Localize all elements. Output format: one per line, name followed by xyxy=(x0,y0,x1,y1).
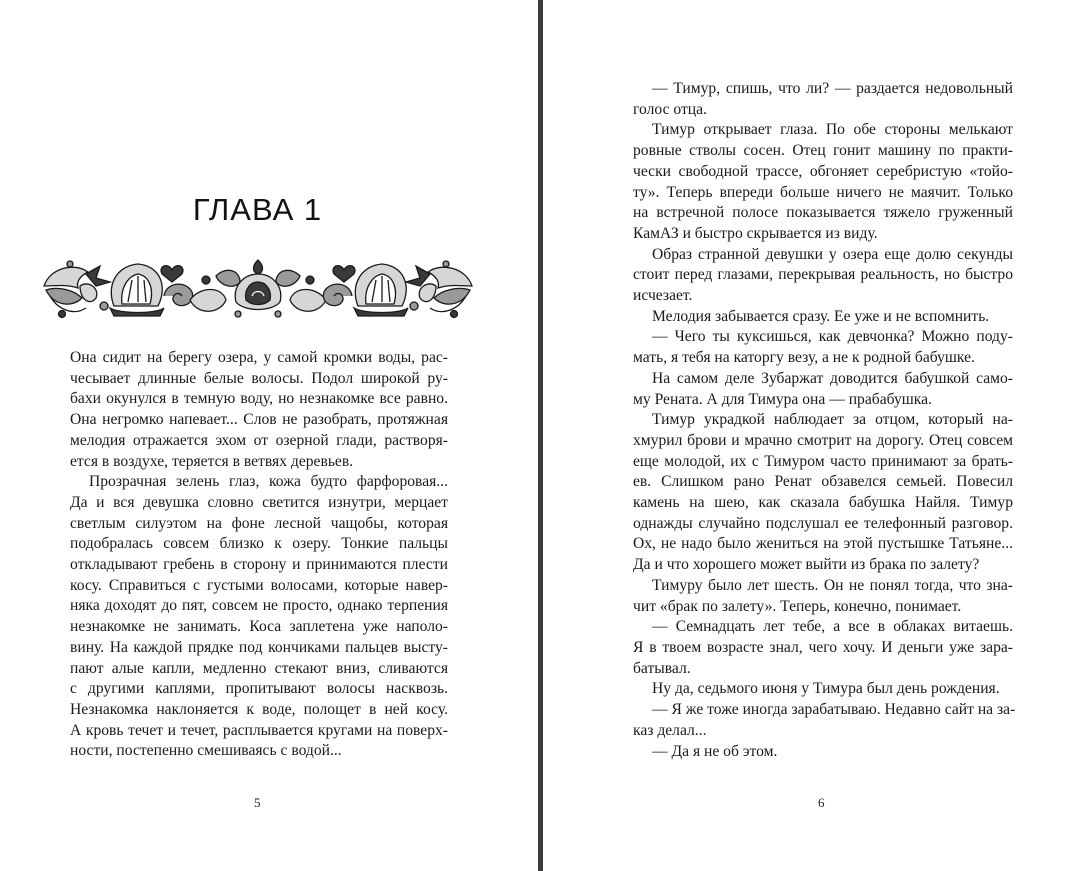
text-line: Тимур открывает глаза. По обе стороны мелькают xyxy=(652,121,1013,139)
text-line: стоит перед глазами, перекрывая реальность, но быстро xyxy=(633,266,1013,284)
text-line: Тимур украдкой наблюдает за отцом, который на- xyxy=(652,411,1013,429)
text-line: чит «брак по залету». Теперь, конечно, понимает. xyxy=(633,597,962,615)
text-line: чески свободной трассе, обгоняет серебристую «тойо- xyxy=(633,162,1013,180)
text-line: ется в воздухе, теряется в ветвях деревьев. xyxy=(70,452,354,470)
text-line: ровные стволы сосен. Отец гонит машину по практи- xyxy=(633,142,1013,160)
text-line: Она сидит на берегу озера, у самой кромки воды, рас- xyxy=(70,349,448,366)
text-line: на встречной полосе показывается тяжело груженный xyxy=(633,204,1013,222)
text-line: мелодия отражается эхом от озерной глади, растворя- xyxy=(70,431,448,449)
page-number-right: 6 xyxy=(818,795,825,810)
text-line: Незнакомка наклоняется к воде, полощет в ней косу. xyxy=(70,700,448,718)
text-line: Ну да, седьмого июня у Тимура был день рождения. xyxy=(652,680,1000,698)
text-line: голос отца. xyxy=(633,100,707,118)
text-line: На самом деле Зубаржат доводится бабушкой само- xyxy=(652,369,1013,387)
text-line: — Да я не об этом. xyxy=(652,742,778,760)
text-line: подобралась совсем близко к озеру. Тонкие пальцы xyxy=(70,535,448,553)
page-number-left: 5 xyxy=(254,795,261,810)
text-line: незнакомке не занимать. Коса заплетена уже наполо- xyxy=(70,618,448,636)
text-line: Она негромко напевает... Слов не разобрать, протяжная xyxy=(70,411,448,429)
text-line: каз делал... xyxy=(633,721,707,739)
text-line: с другими каплями, пропитывают волосы насквозь. xyxy=(70,680,448,698)
text-line: ту». Теперь впереди больше ничего не маячит. Только xyxy=(633,183,1013,201)
text-line: бахи окунулся в темную воду, но незнакомке все равно. xyxy=(70,390,448,408)
text-line: Прозрачная зелень глаз, кожа будто фарфоровая... xyxy=(89,473,448,491)
text-line: мать, я тебя на каторгу везу, а не к родной бабушке. xyxy=(633,349,975,367)
text-line: хмурил брови и мрачно смотрит на дорогу. Отец совсем xyxy=(633,431,1013,449)
text-line: Да и вся девушка словно светится изнутри, мерцает xyxy=(70,493,448,511)
text-line: — Чего ты куксишься, как девчонка? Можно поду- xyxy=(652,328,1013,346)
text-line: — Тимур, спишь, что ли? — раздается недовольный xyxy=(652,80,1013,97)
text-line: Да и что хорошего может выйти из брака по залету? xyxy=(633,556,980,574)
text-line: однажды случайно подслушал ее телефонный разговор. xyxy=(633,514,1013,532)
text-line: А кровь течет и течет, расплывается кругами на поверх- xyxy=(70,721,448,739)
text-line: КамАЗ и быстро скрывается из виду. xyxy=(633,224,878,242)
floral-ornament xyxy=(40,256,476,322)
text-line: Образ странной девушки у озера еще долю секунды xyxy=(652,245,1013,263)
right-page-text xyxy=(633,79,1016,762)
text-line: Ох, не надо было жениться на этой пустышке Татьяне... xyxy=(633,535,1013,553)
text-line: вину. На каждой прядке под кончиками пальцев высту- xyxy=(70,638,448,656)
text-line: му Рената. А для Тимура она — прабабушка. xyxy=(633,390,932,408)
text-line: батывал. xyxy=(633,659,691,677)
text-line: откладывают гребень в сторону и принимаются плести xyxy=(70,556,448,574)
text-line: няка доходят до пят, совсем не просто, однако терпения xyxy=(70,597,448,615)
text-line: еще молодой, их с Тимуром часто принимают за брать- xyxy=(633,452,1013,470)
text-line: Тимуру было лет шесть. Он не понял тогда, что зна- xyxy=(652,576,1013,594)
text-line: исчезает. xyxy=(633,287,693,305)
text-line: Я в твоем возрасте знал, чего хочу. И деньги уже зара- xyxy=(633,638,1013,656)
text-line: чесывает длинные белые волосы. Подол широкой ру- xyxy=(70,369,448,387)
left-page-text xyxy=(70,348,448,762)
chapter-title: ГЛАВА 1 xyxy=(192,192,323,227)
text-line: — Семнадцать лет тебе, а все в облаках витаешь. xyxy=(652,618,1013,636)
text-line: пают алые капли, медленно стекают вниз, сливаются xyxy=(70,659,448,677)
text-line: светлым силуэтом на фоне лесной чащобы, которая xyxy=(70,514,448,532)
text-line: камень на шею, как сказала бабушка Найля. Тимур xyxy=(633,494,1013,512)
right-page xyxy=(543,0,1081,871)
text-line: — Я же тоже иногда зарабатываю. Недавно сайт на за- xyxy=(652,701,1016,719)
left-page xyxy=(0,0,538,871)
text-line: ев. Слишком рано Ренат обзавелся семьей. Повесил xyxy=(633,473,1013,491)
text-line: косу. Справиться с густыми волосами, которые навер- xyxy=(70,576,448,594)
text-line: ности, постепенно смешиваясь с водой... xyxy=(70,742,342,760)
text-line: Мелодия забывается сразу. Ее уже и не вспомнить. xyxy=(652,307,990,325)
